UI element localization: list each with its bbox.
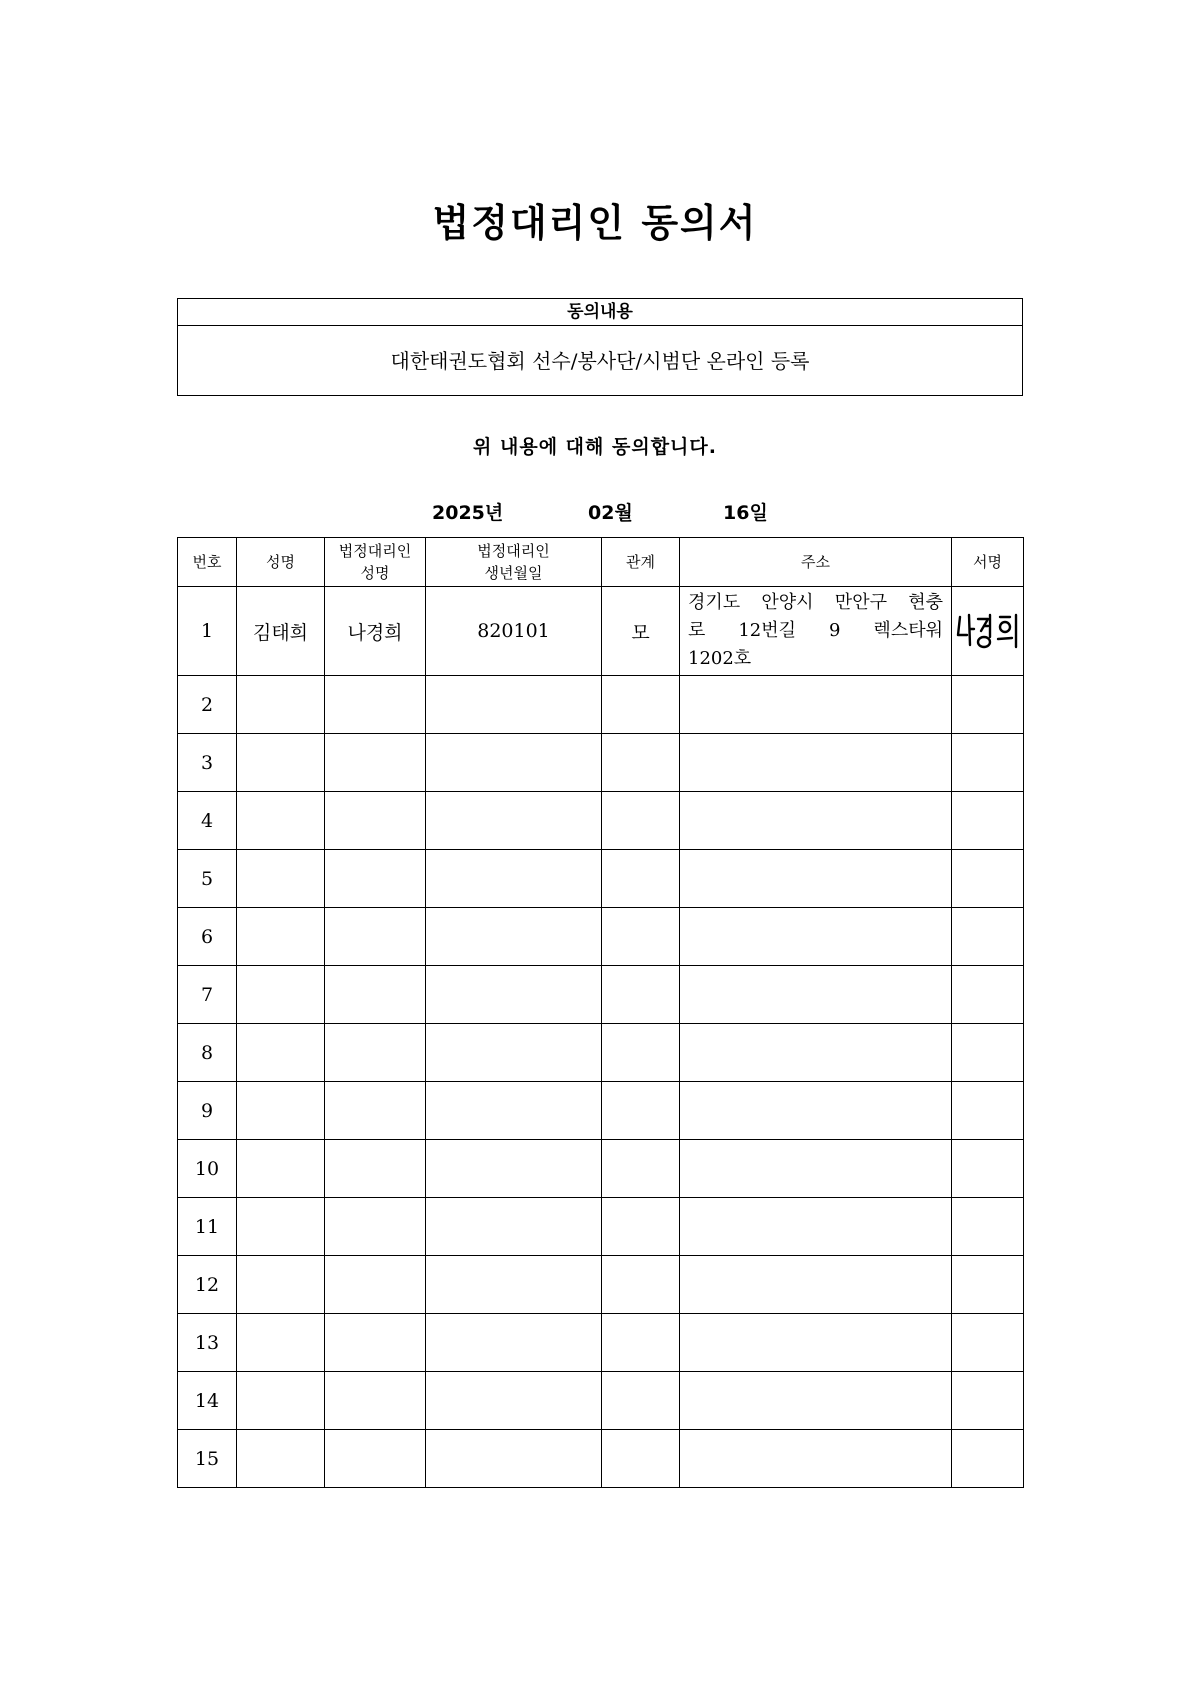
cell-signature (952, 587, 1024, 676)
cell-signature (952, 792, 1024, 850)
consent-box (177, 298, 1023, 396)
agree-statement: 위 내용에 대해 동의합니다. (473, 436, 717, 458)
cell-guardian-name (325, 1082, 426, 1140)
cell-name (237, 1198, 325, 1256)
cell-no: 14 (178, 1372, 237, 1430)
cell-guardian-birth (426, 1430, 602, 1488)
cell-no: 13 (178, 1314, 237, 1372)
consent-header: 동의내용 (178, 299, 1022, 326)
cell-name (237, 1140, 325, 1198)
header-guardian-birth (426, 538, 602, 587)
cell-signature (952, 676, 1024, 734)
cell-address (680, 908, 952, 966)
document-title: 법정대리인 동의서 (432, 201, 758, 245)
address-line-2: 로 12번길 9 렉스타워 (688, 620, 943, 641)
cell-guardian-birth (426, 1140, 602, 1198)
cell-guardian-name (325, 1372, 426, 1430)
cell-name (237, 792, 325, 850)
cell-guardian-birth (426, 1314, 602, 1372)
cell-name (237, 676, 325, 734)
cell-guardian-name (325, 734, 426, 792)
cell-no: 9 (178, 1082, 237, 1140)
cell-name (237, 1372, 325, 1430)
cell-signature (952, 1024, 1024, 1082)
cell-guardian-name: 나경희 (325, 587, 426, 676)
header-guardian-name (325, 538, 426, 587)
address-line-3: 1202호 (688, 648, 752, 669)
cell-address (680, 850, 952, 908)
cell-address (680, 1430, 952, 1488)
cell-address (680, 676, 952, 734)
table-row (178, 1140, 1024, 1198)
table-row (178, 908, 1024, 966)
date-day: 16일 (723, 502, 768, 524)
cell-signature (952, 850, 1024, 908)
cell-address (680, 734, 952, 792)
cell-address (680, 1140, 952, 1198)
date-year: 2025년 (432, 502, 504, 524)
cell-name (237, 1430, 325, 1488)
cell-guardian-name (325, 792, 426, 850)
cell-guardian-name (325, 1140, 426, 1198)
cell-relation (602, 966, 680, 1024)
header-relation: 관계 (602, 538, 680, 587)
cell-guardian-birth (426, 1198, 602, 1256)
table-row (178, 1256, 1024, 1314)
cell-guardian-birth (426, 908, 602, 966)
cell-name: 김태희 (237, 587, 325, 676)
cell-relation (602, 1082, 680, 1140)
cell-address (680, 1314, 952, 1372)
table-row (178, 1430, 1024, 1488)
header-guardian-birth-line2: 생년월일 (484, 564, 543, 582)
address-line-1: 경기도 안양시 만안구 현충 (688, 592, 943, 613)
cell-address (680, 587, 952, 676)
cell-no: 3 (178, 734, 237, 792)
cell-no: 7 (178, 966, 237, 1024)
cell-relation (602, 850, 680, 908)
cell-no: 8 (178, 1024, 237, 1082)
cell-guardian-name (325, 1430, 426, 1488)
cell-signature (952, 908, 1024, 966)
cell-signature (952, 1372, 1024, 1430)
cell-guardian-name (325, 676, 426, 734)
guardian-table (177, 537, 1024, 1488)
table-row (178, 1082, 1024, 1140)
cell-guardian-name (325, 1024, 426, 1082)
table-row (178, 966, 1024, 1024)
cell-name (237, 966, 325, 1024)
cell-address (680, 1256, 952, 1314)
cell-address (680, 1082, 952, 1140)
cell-no: 15 (178, 1430, 237, 1488)
header-address: 주소 (680, 538, 952, 587)
cell-name (237, 734, 325, 792)
header-guardian-birth-line1: 법정대리인 (477, 542, 550, 560)
cell-signature (952, 1256, 1024, 1314)
date-month: 02월 (588, 502, 633, 524)
table-row (178, 1314, 1024, 1372)
cell-address (680, 1372, 952, 1430)
cell-name (237, 1024, 325, 1082)
cell-address (680, 1024, 952, 1082)
cell-relation (602, 1372, 680, 1430)
cell-no: 6 (178, 908, 237, 966)
cell-address (680, 792, 952, 850)
table-row (178, 676, 1024, 734)
table-row (178, 1372, 1024, 1430)
cell-guardian-birth (426, 676, 602, 734)
cell-address (680, 966, 952, 1024)
cell-guardian-birth (426, 850, 602, 908)
cell-signature (952, 1430, 1024, 1488)
header-signature: 서명 (952, 538, 1024, 587)
cell-guardian-birth (426, 734, 602, 792)
cell-relation (602, 792, 680, 850)
cell-no: 11 (178, 1198, 237, 1256)
cell-name (237, 908, 325, 966)
cell-relation (602, 1256, 680, 1314)
table-row (178, 850, 1024, 908)
cell-relation (602, 1024, 680, 1082)
cell-signature (952, 1314, 1024, 1372)
cell-guardian-birth (426, 1082, 602, 1140)
cell-no: 1 (178, 587, 237, 676)
cell-relation (602, 734, 680, 792)
header-guardian-name-line2: 성명 (360, 564, 390, 582)
cell-signature (952, 1140, 1024, 1198)
cell-guardian-birth (426, 1024, 602, 1082)
cell-relation (602, 1198, 680, 1256)
cell-guardian-birth (426, 1372, 602, 1430)
consent-body: 대한태권도협회 선수/봉사단/시범단 온라인 등록 (390, 349, 810, 373)
table-row (178, 1024, 1024, 1082)
cell-name (237, 1256, 325, 1314)
cell-relation (602, 1140, 680, 1198)
cell-no: 12 (178, 1256, 237, 1314)
cell-guardian-birth (426, 966, 602, 1024)
cell-relation (602, 1314, 680, 1372)
cell-relation (602, 908, 680, 966)
cell-guardian-name (325, 850, 426, 908)
cell-guardian-name (325, 966, 426, 1024)
cell-guardian-name (325, 908, 426, 966)
cell-no: 2 (178, 676, 237, 734)
cell-name (237, 850, 325, 908)
table-row (178, 1198, 1024, 1256)
cell-no: 4 (178, 792, 237, 850)
handwritten-signature (954, 609, 1022, 653)
table-row (178, 734, 1024, 792)
cell-relation: 모 (602, 587, 680, 676)
cell-signature (952, 1082, 1024, 1140)
cell-signature (952, 734, 1024, 792)
date-row (0, 498, 1190, 522)
cell-name (237, 1314, 325, 1372)
cell-guardian-birth (426, 792, 602, 850)
cell-guardian-birth: 820101 (426, 587, 602, 676)
cell-signature (952, 1198, 1024, 1256)
table-row (178, 587, 1024, 676)
cell-no: 5 (178, 850, 237, 908)
cell-relation (602, 676, 680, 734)
cell-guardian-name (325, 1256, 426, 1314)
table-header-row (178, 538, 1024, 587)
header-guardian-name-line1: 법정대리인 (338, 542, 412, 560)
header-no: 번호 (178, 538, 237, 587)
header-name: 성명 (237, 538, 325, 587)
table-row (178, 792, 1024, 850)
cell-guardian-name (325, 1198, 426, 1256)
cell-signature (952, 966, 1024, 1024)
cell-name (237, 1082, 325, 1140)
cell-no: 10 (178, 1140, 237, 1198)
cell-relation (602, 1430, 680, 1488)
cell-guardian-name (325, 1314, 426, 1372)
cell-address (680, 1198, 952, 1256)
cell-guardian-birth (426, 1256, 602, 1314)
